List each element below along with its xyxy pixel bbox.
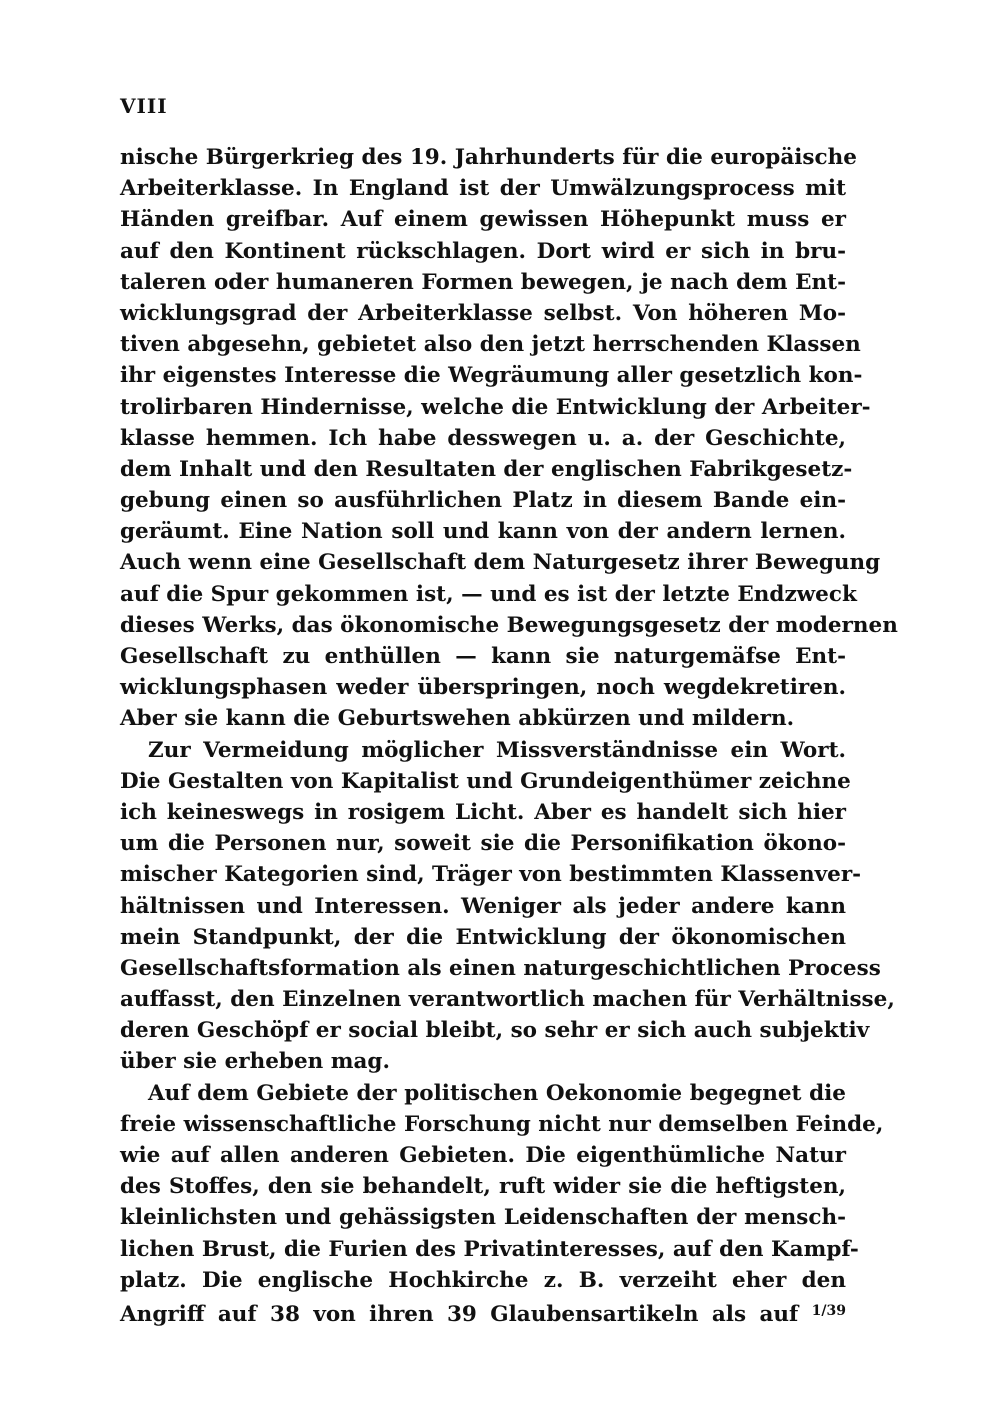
text-line-content: Angriff auf 38 von ihren 39 Glaubensartikeln als auf: [120, 1301, 799, 1327]
text-line: Auch wenn eine Gesellschaft dem Naturgesetz ihrer Bewegung: [120, 550, 881, 576]
text-line: mein Standpunkt, der die Entwicklung der ökonomischen: [120, 924, 846, 950]
text-line: wicklungsphasen weder überspringen, noch wegdekretiren.: [120, 675, 846, 701]
text-line: taleren oder humaneren Formen bewegen, je nach dem Ent-: [120, 269, 846, 295]
text-line: Auf dem Gebiete der politischen Oekonomie begegnet die: [148, 1080, 846, 1106]
text-line: lichen Brust, die Furien des Privatinteresses, auf den Kampf-: [120, 1236, 859, 1262]
text-line: Zur Vermeidung möglicher Missverständnisse ein Wort.: [148, 737, 846, 763]
text-line: dem Inhalt und den Resultaten der englischen Fabrikgesetz-: [120, 456, 853, 482]
text-line: wicklungsgrad der Arbeiterklasse selbst. Von höheren Mo-: [120, 300, 846, 326]
paragraph-3: [120, 1078, 884, 1328]
text-line: mischer Kategorien sind, Träger von bestimmten Klassenver-: [120, 862, 862, 888]
text-line: wie auf allen anderen Gebieten. Die eigenthümliche Natur: [120, 1143, 846, 1168]
text-line: tiven abgesehn, gebietet also den jetzt herrschenden Klassen: [120, 332, 861, 358]
text-line-last: [120, 1296, 846, 1327]
text-line: des Stoffes, den sie behandelt, ruft wider sie die heftigsten,: [120, 1174, 846, 1200]
text-line: über sie erheben mag.: [120, 1049, 390, 1075]
text-line: auf die Spur gekommen ist, — und es ist der letzte Endzweck: [120, 581, 857, 607]
text-line: Aber sie kann die Geburtswehen abkürzen und mildern.: [120, 706, 795, 732]
text-line: Gesellschaftsformation als einen naturgeschichtlichen Process: [120, 955, 881, 981]
text-line: auf den Kontinent rückschlagen. Dort wird er sich in bru-: [120, 238, 846, 264]
text-line: Arbeiterklasse. In England ist der Umwälzungsprocess mit: [120, 176, 846, 202]
text-line: gebung einen so ausführlichen Platz in diesem Bande ein-: [120, 488, 846, 514]
text-line: freie wissenschaftliche Forschung nicht nur demselben Feinde,: [120, 1111, 884, 1137]
text-line: dieses Werks, das ökonomische Bewegungsgesetz der modernen: [120, 612, 898, 638]
text-line: ihr eigenstes Interesse die Wegräumung aller gesetzlich kon-: [120, 363, 863, 389]
text-line: trolirbaren Hindernisse, welche die Entwicklung der Arbeiter-: [120, 394, 871, 420]
text-line: um die Personen nur, soweit sie die Personifikation ökono-: [120, 831, 846, 857]
text-line: Die Gestalten von Kapitalist und Grundeigenthümer zeichne: [120, 768, 851, 794]
paragraph-1: [120, 142, 898, 735]
text-line: hältnissen und Interessen. Weniger als jeder andere kann: [120, 893, 846, 919]
text-line: ich keineswegs in rosigem Licht. Aber es handelt sich hier: [120, 799, 846, 825]
text-line: deren Geschöpf er social bleibt, so sehr er sich auch subjektiv: [120, 1018, 870, 1044]
text-line: geräumt. Eine Nation soll und kann von der andern lernen.: [120, 519, 846, 545]
fraction: 1/39: [811, 1302, 846, 1319]
text-line: kleinlichsten und gehässigsten Leidenschaften der mensch-: [120, 1205, 846, 1231]
text-line: nische Bürgerkrieg des 19. Jahrhunderts für die europäische: [120, 145, 857, 170]
text-line: klasse hemmen. Ich habe desswegen u. a. der Geschichte,: [120, 425, 846, 451]
text-line: auffasst, den Einzelnen verantwortlich machen für Verhältnisse,: [120, 987, 895, 1013]
paragraph-2: [120, 735, 895, 1078]
body-text: [120, 142, 898, 1327]
text-line: platz. Die englische Hochkirche z. B. verzeiht eher den: [120, 1267, 846, 1293]
text-line: Gesellschaft zu enthüllen — kann sie naturgemäfse Ent-: [120, 644, 846, 669]
page-number: VIII: [120, 94, 168, 118]
text-line: Händen greifbar. Auf einem gewissen Höhepunkt muss er: [120, 207, 846, 233]
